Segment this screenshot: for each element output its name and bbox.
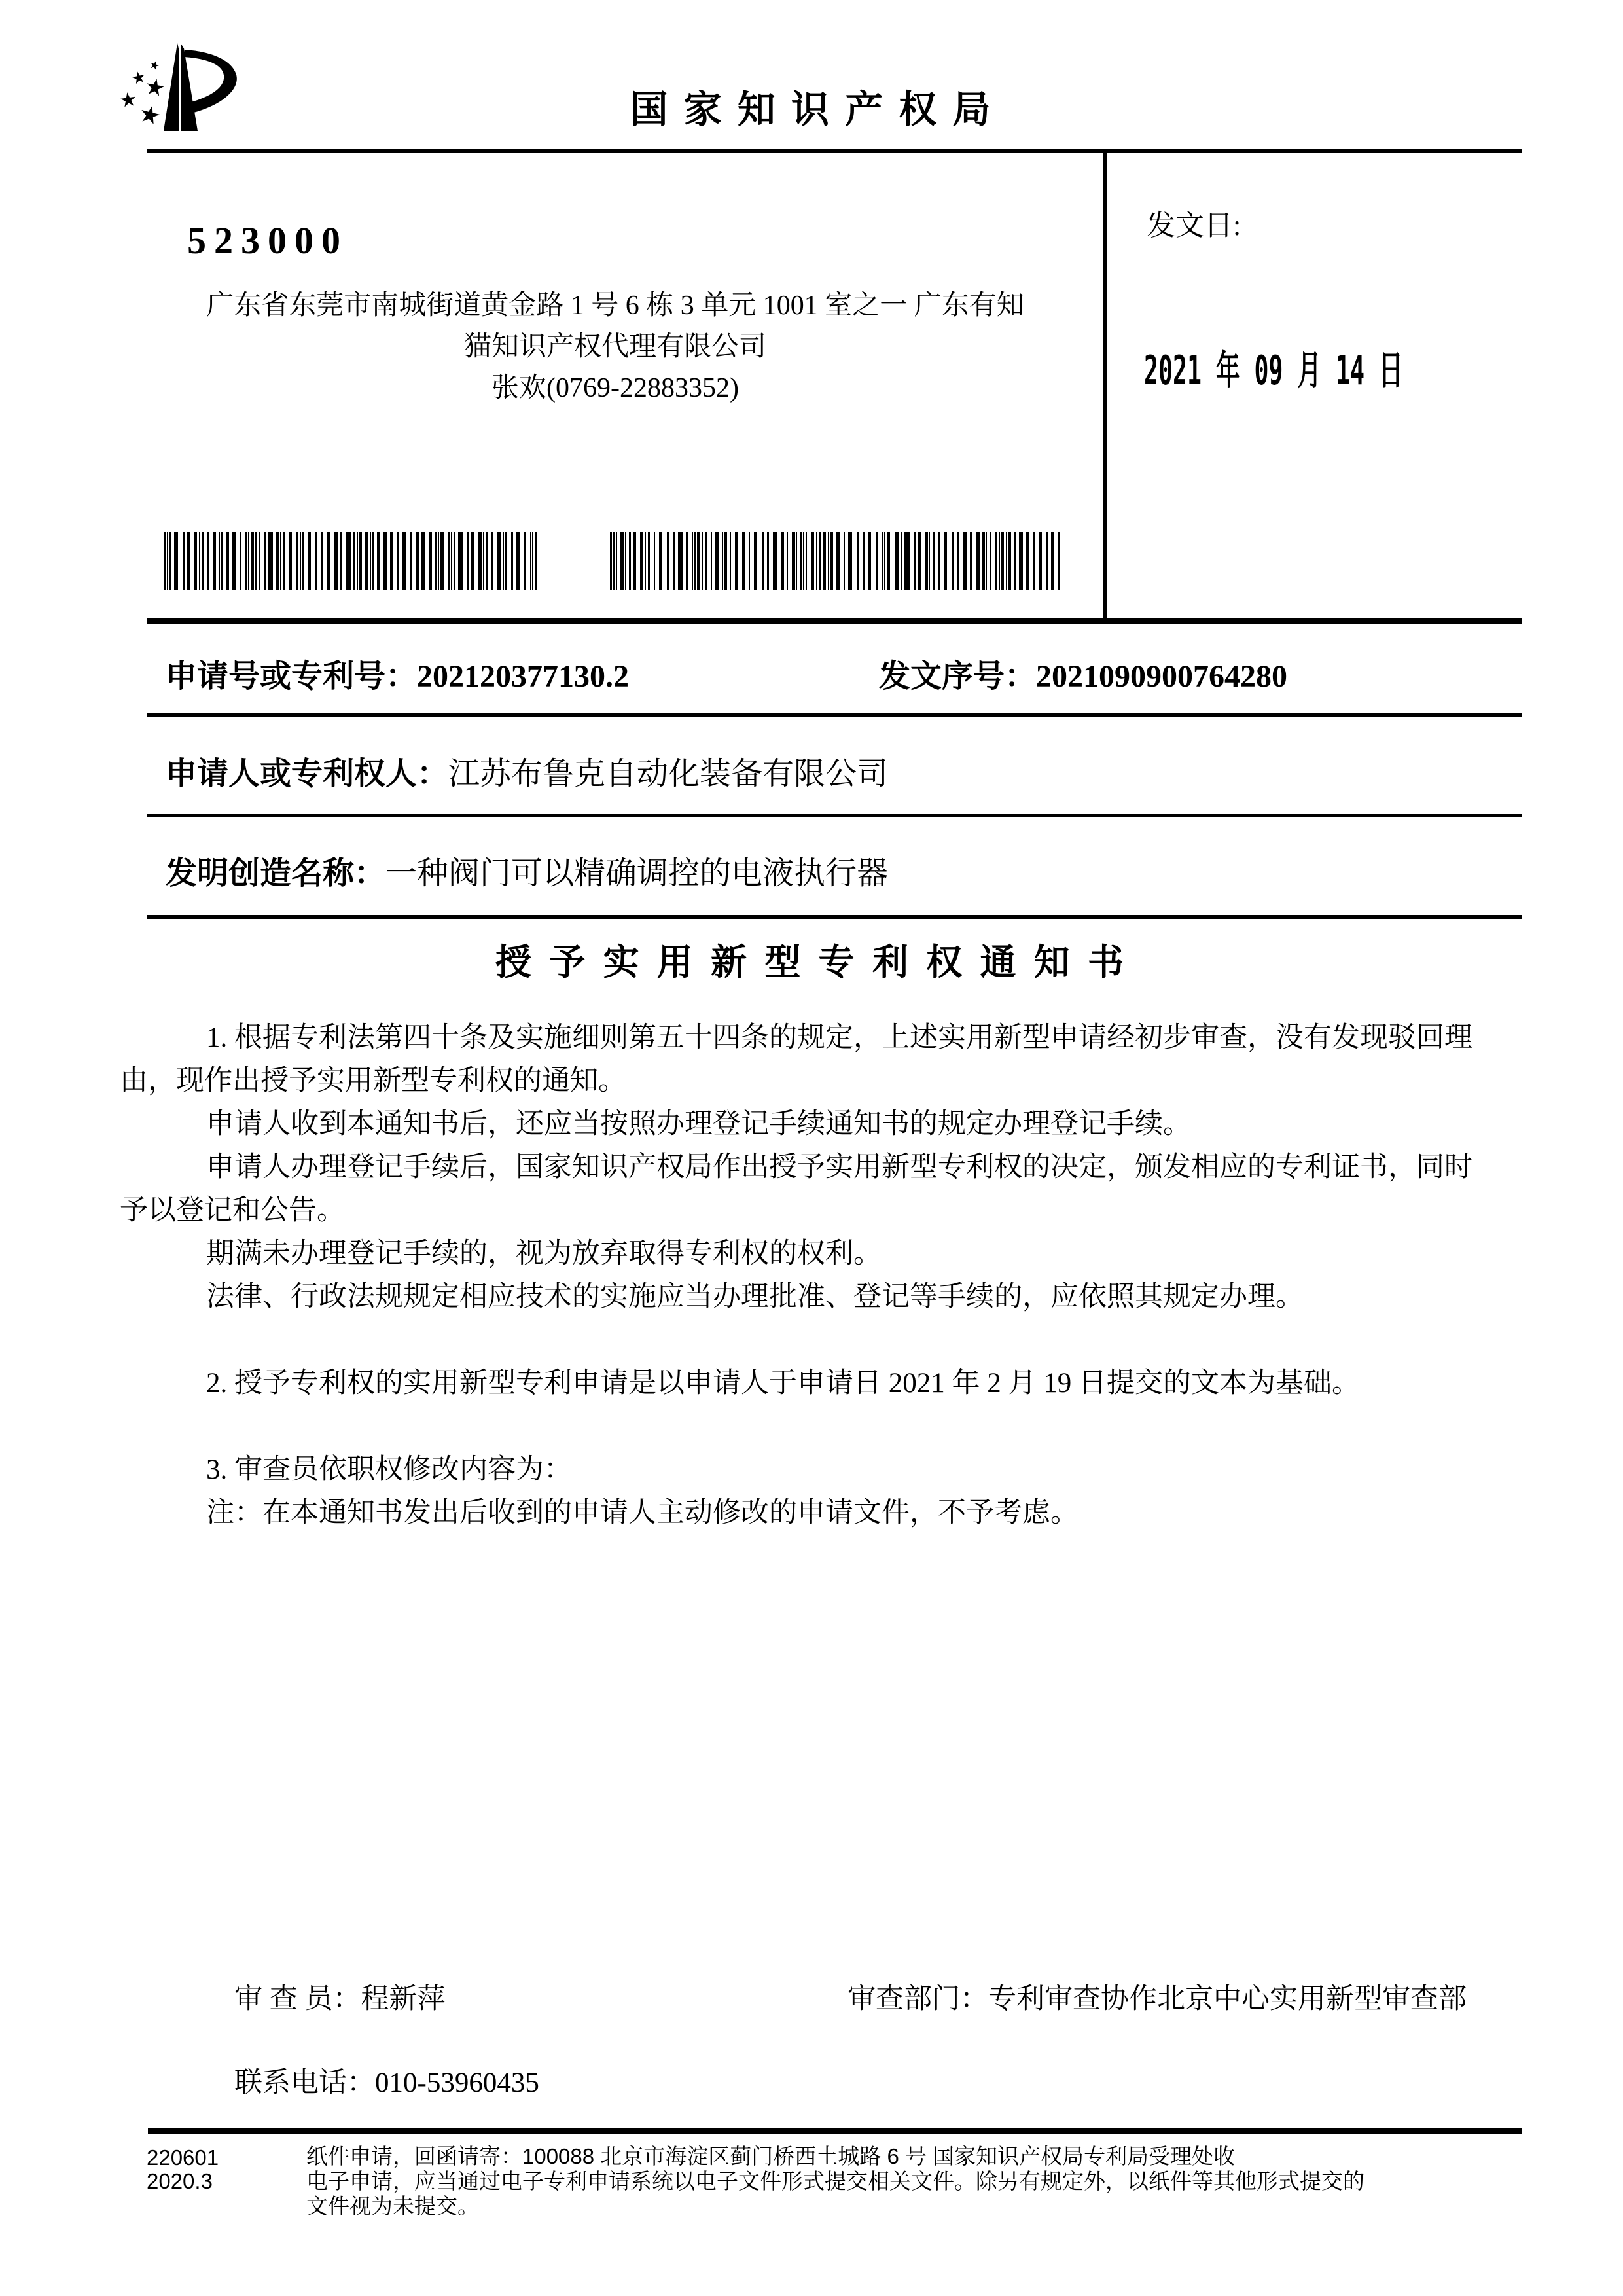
invention-title-label: 发明创造名称： <box>166 856 386 891</box>
section-rule <box>147 713 1522 717</box>
footer-note <box>306 2144 1364 2219</box>
footer-note-line: 文件视为未提交。 <box>306 2194 479 2218</box>
notice-title: 授 予 实 用 新 型 专 利 权 通 知 书 <box>495 942 1128 982</box>
footer-note-line: 电子申请，应当通过电子专利申请系统以电子文件形式提交相关文件。除另有规定外，以纸件等其他形式提交的 <box>306 2169 1364 2193</box>
notice-line: 期满未办理登记手续的，视为放弃取得专利权的权利。 <box>206 1238 882 1269</box>
header-rule <box>147 149 1522 153</box>
agency-title: 国 家 知 识 产 权 局 <box>630 88 993 131</box>
notice-line: 2. 授予专利权的实用新型专利申请是以申请人于申请日 2021 年 2 月 19 日提交的文本为基础。 <box>206 1368 1360 1399</box>
phone-label: 联系电话： <box>234 2068 375 2098</box>
star-icon <box>149 60 160 70</box>
notice-line: 予以登记和公告。 <box>120 1195 345 1226</box>
department-field <box>847 1977 1467 2017</box>
footer-form-code: 220601 <box>147 2145 219 2170</box>
application-number-field <box>166 651 629 696</box>
dispatch-cell-divider <box>1103 149 1107 622</box>
examiner-field <box>234 1977 446 2017</box>
recipient-contact: 张欢(0769-22883352) <box>491 373 739 403</box>
barcode-left <box>164 532 537 590</box>
applicant-field <box>166 748 888 793</box>
invention-title-field <box>166 848 888 893</box>
notice-line: 1. 根据专利法第四十条及实施细则第五十四条的规定，上述实用新型申请经初步审查，没有发现驳回理 <box>206 1022 1472 1053</box>
footer-note-line: 纸件申请，回函请寄：100088 北京市海淀区蓟门桥西土城路 6 号 国家知识产权局专利局受理处收 <box>306 2144 1236 2168</box>
dispatch-serial-value: 2021090900764280 <box>1036 659 1288 694</box>
phone-field <box>234 2060 539 2100</box>
section-rule <box>147 618 1522 624</box>
recipient-address-line: 广东省东莞市南城街道黄金路 1 号 6 栋 3 单元 1001 室之一 广东有知 <box>206 291 1024 321</box>
notice-body <box>120 1016 1514 1535</box>
dispatch-serial-label: 发文序号： <box>879 659 1037 694</box>
applicant-value: 江苏布鲁克自动化装备有限公司 <box>448 757 889 791</box>
notice-line: 由，现作出授予实用新型专利权的通知。 <box>120 1066 626 1096</box>
application-number-label: 申请号或专利号： <box>166 659 418 694</box>
dispatch-serial-field <box>879 651 1287 696</box>
section-rule <box>147 915 1522 919</box>
section-rule <box>147 814 1522 817</box>
barcode-right <box>610 532 1060 590</box>
notice-line: 注：在本通知书发出后收到的申请人主动修改的申请文件，不予考虑。 <box>206 1498 1079 1528</box>
phone-value: 010-53960435 <box>375 2068 539 2098</box>
applicant-label: 申请人或专利权人： <box>166 757 449 791</box>
invention-title-value: 一种阀门可以精确调控的电液执行器 <box>385 856 889 891</box>
application-number-value: 202120377130.2 <box>417 659 630 694</box>
notice-line: 申请人收到本通知书后，还应当按照办理登记手续通知书的规定办理登记手续。 <box>206 1109 1191 1139</box>
notice-line: 申请人办理登记手续后，国家知识产权局作出授予实用新型专利权的决定，颁发相应的专利证书，同时 <box>206 1152 1472 1183</box>
recipient-address <box>151 285 1080 409</box>
footer-rule <box>148 2128 1522 2134</box>
department-value: 专利审查协作北京中心实用新型审查部 <box>988 1984 1467 2015</box>
dispatch-date-label: 发文日: <box>1147 209 1241 242</box>
recipient-postal-code: 523000 <box>187 219 348 262</box>
examiner-name: 程新萍 <box>361 1984 446 2015</box>
dispatch-date-value: 2021 年 09 月 14 日 <box>1144 346 1403 394</box>
dispatch-date-stamp <box>1144 338 1555 393</box>
department-label: 审查部门： <box>847 1984 988 2015</box>
examiner-label: 审 查 员： <box>234 1984 361 2015</box>
recipient-address-line: 猫知识产权代理有限公司 <box>463 332 766 362</box>
notice-line: 法律、行政法规规定相应技术的实施应当办理批准、登记等手续的，应依照其规定办理。 <box>206 1282 1304 1312</box>
footer-form-version: 2020.3 <box>147 2169 213 2193</box>
notice-line: 3. 审查员依职权修改内容为： <box>206 1454 572 1485</box>
